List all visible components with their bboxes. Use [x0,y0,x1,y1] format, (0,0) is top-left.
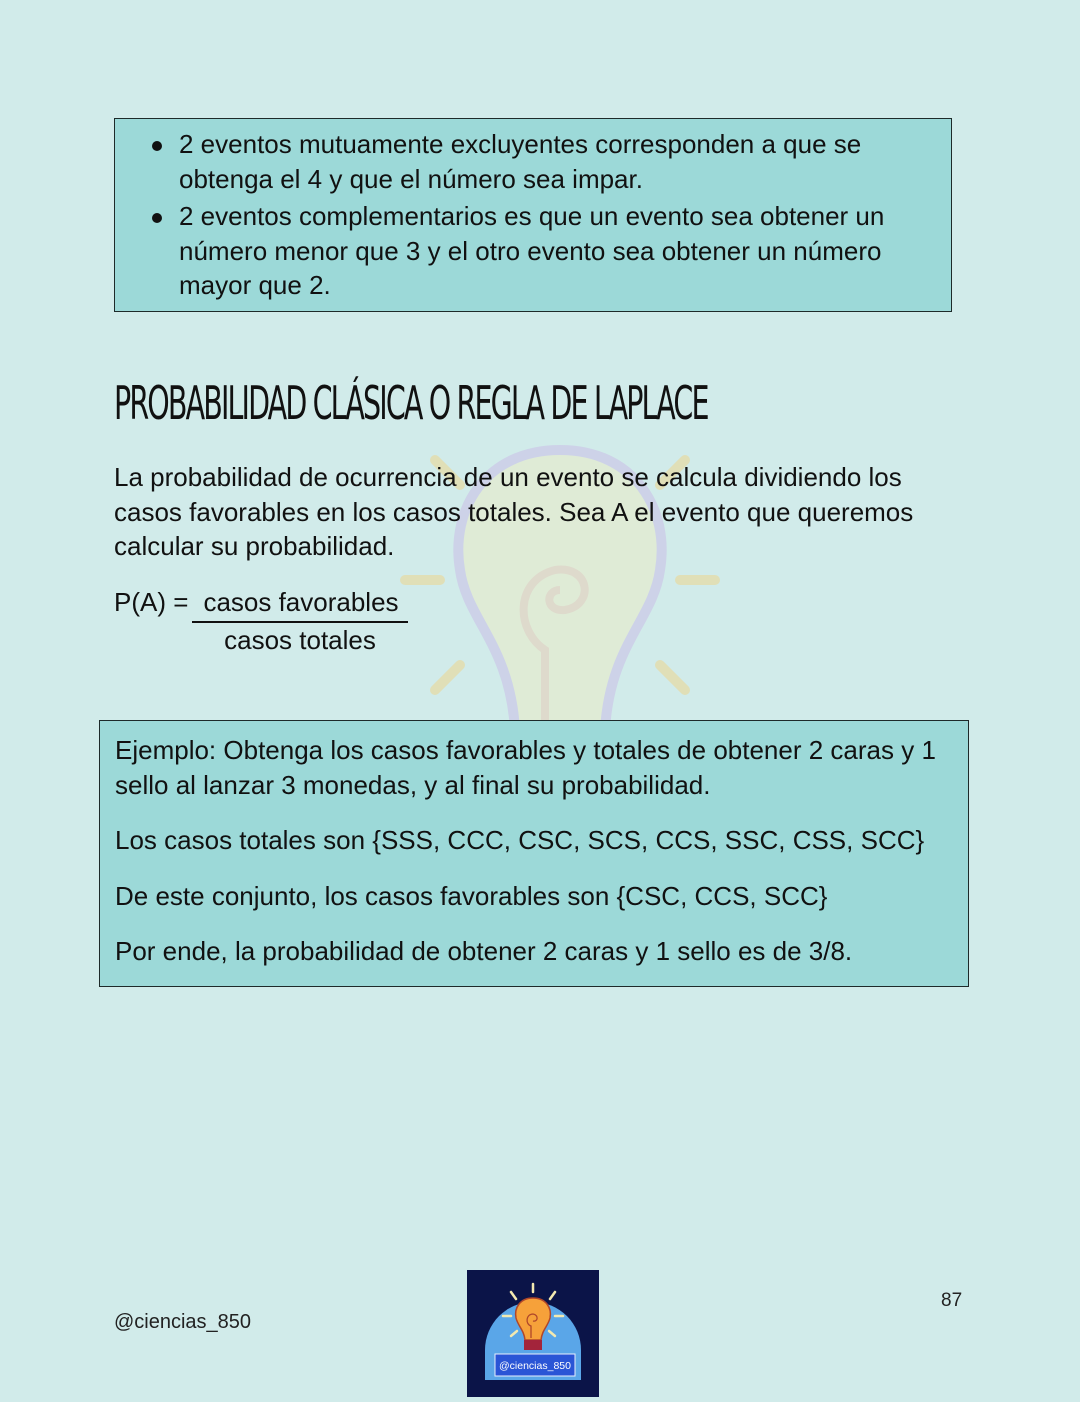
footer-handle: @ciencias_850 [114,1311,252,1333]
page-number: 87 [941,1290,963,1311]
brand-logo [467,1270,599,1397]
formula-numerator: casos favorables [192,585,408,623]
formula-lhs: P(A) = [114,587,189,617]
example-total-cases: Los casos totales son {SSS, CCC, CSC, SCS, CCS, SSC, CSS, SCC} [115,825,925,855]
formula-fraction [192,585,408,657]
logo-label: @ciencias_850 [499,1360,571,1372]
lightbulb-logo-icon [467,1270,599,1397]
section-heading: PROBABILIDAD CLÁSICA O REGLA DE LAPLACE [114,376,708,430]
example-favorable-cases: De este conjunto, los casos favorables son {CSC, CCS, SCC} [115,880,828,911]
definitions-list [115,119,951,303]
example-statement: Ejemplo: Obtenga los casos favorables y totales de obtener 2 caras y 1 sello al lanzar 3 monedas, y al final su probabilidad. [115,735,936,800]
definitions-box [114,118,952,312]
bullet-complementary: 2 eventos complementarios es que un evento sea obtener un número menor que 3 y el otro evento sea obtener un número mayor que 2. [179,199,931,303]
bullet-mutually-exclusive: 2 eventos mutuamente excluyentes corresponden a que se obtenga el 4 y que el número sea impar. [179,127,931,196]
example-conclusion: Por ende, la probabilidad de obtener 2 caras y 1 sello es de 3/8. [115,936,853,966]
laplace-description: La probabilidad de ocurrencia de un evento se calcula dividiendo los casos favorables en los casos totales. Sea A el evento que queremos calcular su probabilidad. [114,462,914,561]
formula-denominator: casos totales [224,625,376,655]
example-box [99,720,969,987]
